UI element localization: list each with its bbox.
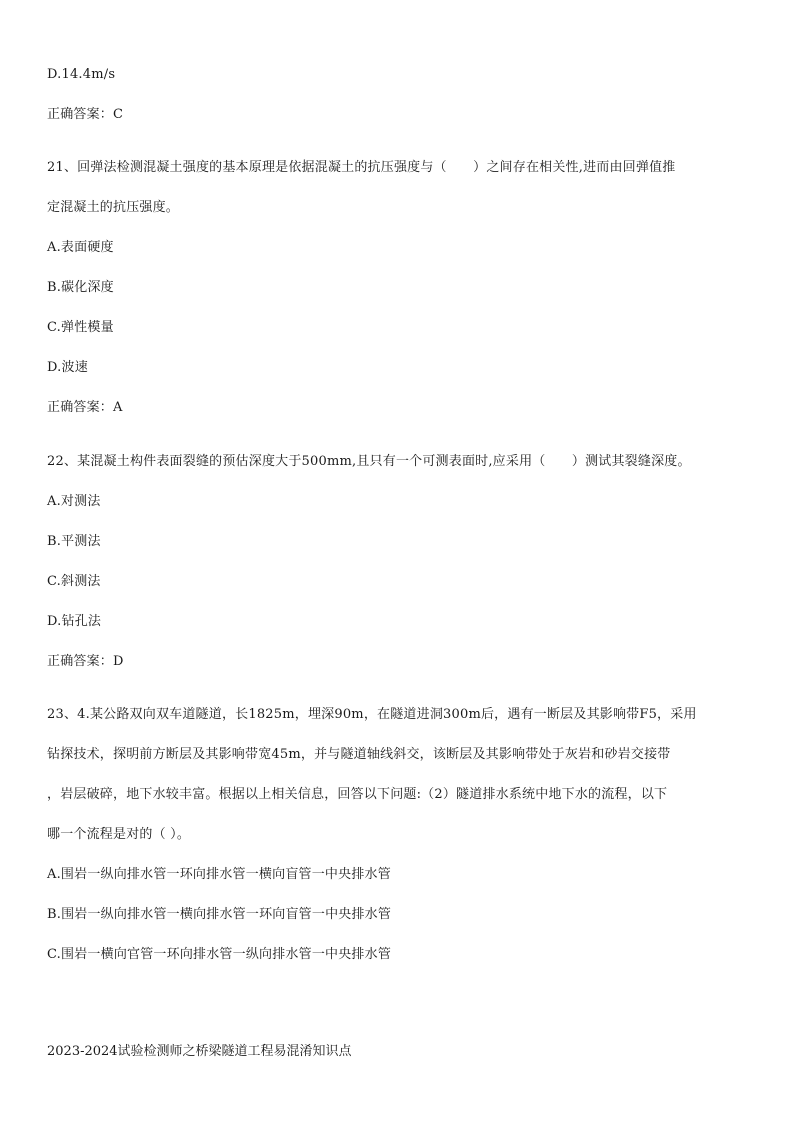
q23-stem-line-4: 哪一个流程是对的（ ）。 <box>47 827 191 842</box>
q20-answer: 正确答案：C <box>47 107 124 122</box>
q22-option-a: A.对测法 <box>47 494 101 509</box>
q21-stem-line-2: 定混凝土的抗压强度。 <box>47 200 180 215</box>
q23-stem-line-3: ，岩层破碎，地下水较丰富。根据以上相关信息，回答以下问题:（2）隧道排水系统中地下水的流程，以下 <box>47 787 668 802</box>
q22-answer: 正确答案：D <box>47 654 124 669</box>
q21-answer: 正确答案：A <box>47 400 123 415</box>
q22-option-c: C.斜测法 <box>47 574 101 589</box>
q23-option-a: A.围岩一纵向排水管一环向排水管一横向盲管一中央排水管 <box>47 867 391 882</box>
q23-stem-line-2: 钻探技术，探明前方断层及其影响带宽45m，并与隧道轴线斜交，该断层及其影响带处于灰岩和砂岩交接带 <box>47 747 671 762</box>
page-footer: 2023-2024试验检测师之桥梁隧道工程易混淆知识点 <box>47 1044 352 1059</box>
q20-option-d: D.14.4m/s <box>47 67 116 82</box>
q21-option-a: A.表面硬度 <box>47 240 114 255</box>
q23-option-b: B.围岩一纵向排水管一横向排水管一环向盲管一中央排水管 <box>47 907 392 922</box>
q22-option-b: B.平测法 <box>47 534 101 549</box>
q21-option-d: D.波速 <box>47 360 88 375</box>
q23-option-c: C.围岩一横向官管一环向排水管一纵向排水管一中央排水管 <box>47 947 392 962</box>
q22-stem: 22、某混凝土构件表面裂缝的预估深度大于500mm,且只有一个可测表面时,应采用（ ）测试其裂缝深度。 <box>47 454 691 469</box>
q21-stem-line-1: 21、回弹法检测混凝土强度的基本原理是依据混凝土的抗压强度与（ ）之间存在相关性,进而由回弹值推 <box>47 160 676 175</box>
q23-stem-line-1: 23、4.某公路双向双车道隧道，长1825m，埋深90m，在隧道进洞300m后，遇有一断层及其影响带F5，采用 <box>47 707 697 722</box>
q22-option-d: D.钻孔法 <box>47 614 102 629</box>
q21-option-c: C.弹性模量 <box>47 320 114 335</box>
q21-option-b: B.碳化深度 <box>47 280 114 295</box>
